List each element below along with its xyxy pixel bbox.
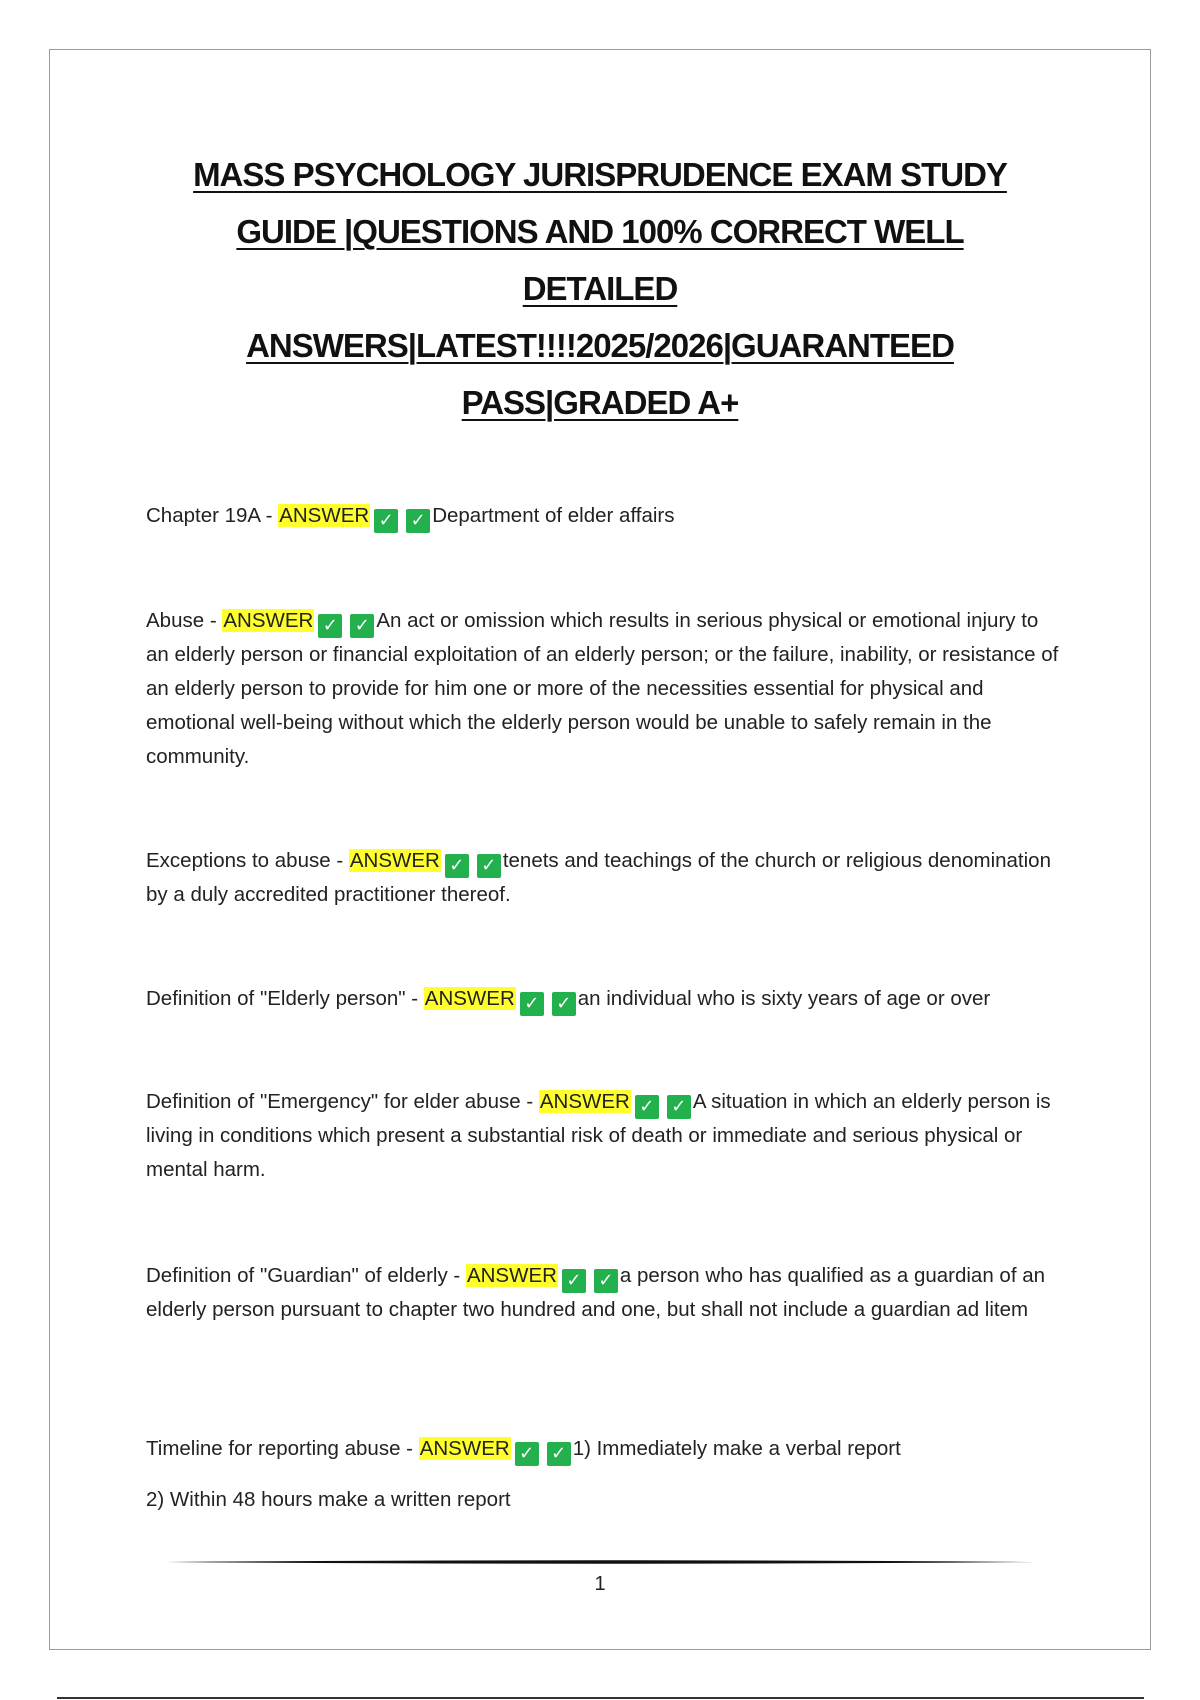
qa-entry xyxy=(146,604,1066,774)
qa-entry xyxy=(146,1259,1066,1327)
qa-term: Definition of "Elderly person" - xyxy=(146,987,424,1010)
checkmark-icon: ✓ xyxy=(562,1269,586,1293)
qa-answer: an individual who is sixty years of age or over xyxy=(577,987,991,1010)
qa-continuation: 2) Within 48 hours make a written report xyxy=(146,1488,511,1511)
checkmark-icon: ✓ xyxy=(635,1095,659,1119)
title-line: MASS PSYCHOLOGY JURISPRUDENCE EXAM STUDY xyxy=(193,156,1007,193)
qa-answer: A situation in which an elderly person is living in conditions which present a substantial risk of death or immediate and serious physical or mental harm. xyxy=(146,1090,1051,1181)
qa-answer: tenets and teachings of the church or religious denomination by a duly accredited practitioner thereof. xyxy=(146,849,1051,906)
checkmark-icon: ✓ xyxy=(445,854,469,878)
checkmark-icon: ✓ xyxy=(318,614,342,638)
checkmark-icon: ✓ xyxy=(552,992,576,1016)
checkmark-icon: ✓ xyxy=(547,1442,571,1466)
answer-highlight: ANSWER xyxy=(279,504,370,527)
qa-term: Chapter 19A - xyxy=(146,504,279,527)
qa-term: Timeline for reporting abuse - xyxy=(146,1437,419,1460)
qa-entry xyxy=(146,982,1066,1016)
qa-term: Definition of "Emergency" for elder abuse - xyxy=(146,1090,539,1113)
qa-term: Abuse - xyxy=(146,609,223,632)
answer-highlight: ANSWER xyxy=(223,609,314,632)
answer-highlight: ANSWER xyxy=(419,1437,510,1460)
checkmark-icon: ✓ xyxy=(406,509,430,533)
title-line: ANSWERS|LATEST!!!!2025/2026|GUARANTEED xyxy=(246,327,954,364)
title-line: DETAILED xyxy=(522,270,678,307)
qa-entry xyxy=(146,844,1066,912)
qa-term: Exceptions to abuse - xyxy=(146,849,349,872)
qa-term: Definition of "Guardian" of elderly - xyxy=(146,1264,466,1287)
document-title xyxy=(140,146,1060,431)
qa-answer: An act or omission which results in serious physical or emotional injury to an elderly person or financial exploitation of an elderly person; or the failure, inability, or resistance of an elderly person to provide for him one or more of the necessities essential for physical and emotional well-being without which the elderly person would be unable to safely remain in the community. xyxy=(146,609,1059,768)
qa-answer: Department of elder affairs xyxy=(432,504,675,527)
answer-highlight: ANSWER xyxy=(349,849,440,872)
checkmark-icon: ✓ xyxy=(515,1442,539,1466)
checkmark-icon: ✓ xyxy=(520,992,544,1016)
title-line: PASS|GRADED A+ xyxy=(461,384,739,421)
checkmark-icon: ✓ xyxy=(594,1269,618,1293)
checkmark-icon: ✓ xyxy=(350,614,374,638)
qa-entry xyxy=(146,499,1066,533)
answer-highlight: ANSWER xyxy=(424,987,515,1010)
bottom-divider xyxy=(57,1697,1144,1699)
checkmark-icon: ✓ xyxy=(374,509,398,533)
checkmark-icon: ✓ xyxy=(667,1095,691,1119)
page-number: 1 xyxy=(594,1573,606,1595)
title-line: GUIDE |QUESTIONS AND 100% CORRECT WELL xyxy=(236,213,964,250)
qa-entry xyxy=(146,1432,1066,1466)
answer-highlight: ANSWER xyxy=(539,1090,630,1113)
qa-entry xyxy=(146,1085,1066,1187)
answer-highlight: ANSWER xyxy=(466,1264,557,1287)
footer-divider xyxy=(165,1560,1035,1564)
checkmark-icon: ✓ xyxy=(477,854,501,878)
qa-answer: a person who has qualified as a guardian of an elderly person pursuant to chapter two hundred and one, but shall not include a guardian ad litem xyxy=(146,1264,1046,1321)
qa-answer: 1) Immediately make a verbal report xyxy=(572,1437,901,1460)
